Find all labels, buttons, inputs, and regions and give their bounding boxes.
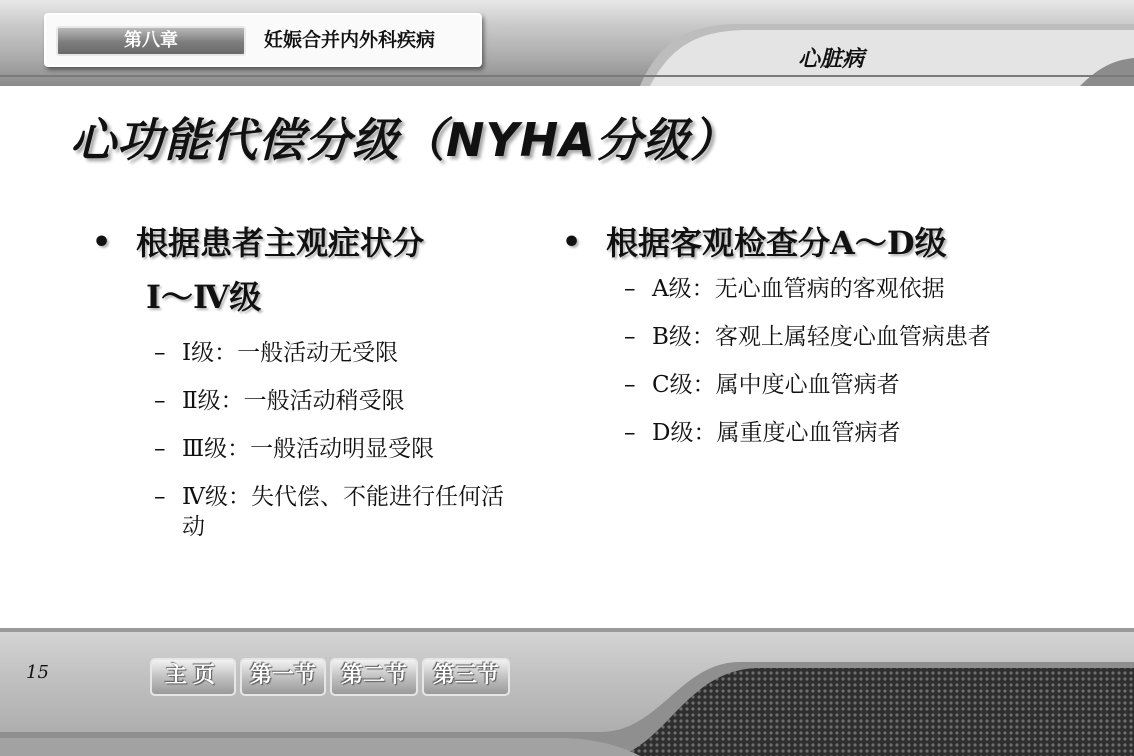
list-item: – A级：无心血管病的客观依据 [624,274,1082,304]
header-bar [0,0,1134,86]
page-number: 15 [26,662,49,683]
footer-bar [0,628,1134,756]
left-heading-line2: Ⅰ～Ⅳ级 [146,278,262,316]
section-2-button[interactable]: 第二节 [330,658,418,696]
left-sub-list [154,338,532,542]
list-item: – Ⅳ级：失代偿、不能进行任何活动 [154,482,512,542]
chapter-box [44,13,482,67]
section-3-button[interactable]: 第三节 [422,658,510,696]
slide-title: 心功能代偿分级（NYHA分级） [70,113,737,167]
right-heading: • 根据客观检查分A～D级 [562,216,1082,270]
list-item: – Ⅰ级：一般活动无受限 [154,338,532,368]
list-item: – Ⅲ级：一般活动明显受限 [154,434,532,464]
section-1-button[interactable]: 第一节 [240,658,326,696]
list-item: – B级：客观上属轻度心血管病患者 [624,322,1082,352]
list-item: – C级：属中度心血管病者 [624,370,1082,400]
left-column [92,216,532,560]
home-button[interactable]: 主页 [150,658,236,696]
list-item: – Ⅱ级：一般活动稍受限 [154,386,532,416]
left-heading [92,216,532,324]
section-title: 心脏病 [798,47,865,72]
chapter-name: 妊娠合并内外科疾病 [264,29,436,51]
right-column [562,216,1082,466]
list-item: – D级：属重度心血管病者 [624,418,1082,448]
chapter-label: 第八章 [56,26,246,56]
right-sub-list [624,274,1082,448]
left-heading-line1: 根据患者主观症状分 [136,224,425,262]
